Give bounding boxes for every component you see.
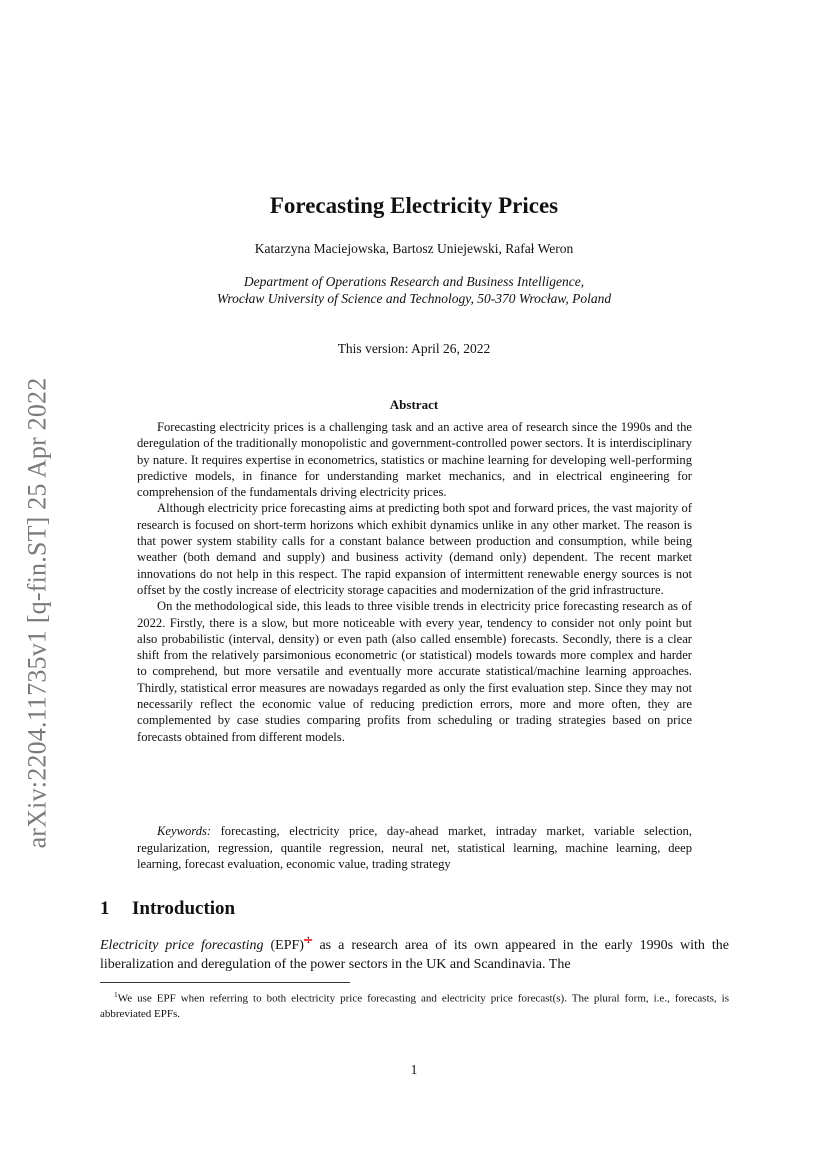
abstract-paragraph-1: Forecasting electricity prices is a challenging task and an active area of research since the 1990s and the deregulation of the traditionally monopolistic and government-controlled power sectors. It is interdisciplinary by nature. It requires expertise in econometrics, statistics or machine learning for developing well-performing predictive models, in finance for understanding market mechanics, and in electrical engineering for comprehension of the fundamentals driving electricity prices. — [137, 420, 692, 500]
arxiv-stamp — [20, 355, 54, 870]
abstract-paragraph-2: Although electricity price forecasting aims at predicting both spot and forward prices, the vast majority of research is focused on short-term horizons which exhibit dynamics unlike in any other market. The reason is that power system stability calls for a constant balance between production and consumption, while being weather (both demand and supply) and business activity (demand only) dependent. The recent market innovations do not help in this respect. The rapid expansion of intermittent renewable energy sources is not offset by the costly increase of electricity storage capacities and modernization of the grid infrastructure. — [137, 501, 692, 597]
abstract-body — [137, 419, 692, 745]
paper-title: Forecasting Electricity Prices — [269, 193, 559, 218]
footnote-divider — [100, 982, 350, 983]
abstract-heading: Abstract — [389, 397, 439, 412]
keywords-label: Keywords: — [157, 824, 212, 838]
author-list: Katarzyna Maciejowska, Bartosz Uniejewski, Rafał Weron — [254, 241, 574, 256]
keywords-text: forecasting, electricity price, day-ahead market, intraday market, variable selection, regularization, regression, quantile regression, neural net, statistical learning, machine learning, deep learning, forecast evaluation, economic value, trading strategy — [137, 824, 692, 871]
arxiv-stamp-text: arXiv:2204.11735v1 [q-fin.ST] 25 Apr 2022 — [22, 377, 52, 848]
abstract-paragraph-3: On the methodological side, this leads to three visible trends in electricity price forecasting research as of 2022. Firstly, there is a slow, but more noticeable with every year, tendency to consider not only point but also probabilistic (interval, density) or even path (also called ensemble) forecasts. Secondly, there is a clear shift from the relatively parsimonious econometric (or statistical) models towards more complex and harder to comprehend, but more versatile and eventually more accurate statistical/machine learning approaches. Thirdly, statistical error measures are nowadays regarded as only the first evaluation step. Since they may not necessarily reflect the economic value of reducing prediction errors, more and more often, they are complemented by case studies comparing profits from scheduling or trading strategies based on price forecasts obtained from different models. — [137, 599, 692, 744]
intro-term: Electricity price forecasting — [100, 938, 264, 953]
version-date: This version: April 26, 2022 — [337, 341, 491, 356]
footnote-text: We use EPF when referring to both electricity price forecasting and electricity price forecast(s). The plural form, i.e., forecasts, is abbreviated EPFs. — [100, 992, 729, 1020]
intro-abbr: (EPF) — [270, 938, 304, 953]
affiliation — [0, 273, 828, 307]
intro-text: as a research area of its own appeared in the early 1990s with the liberalization and deregulation of the power sectors in the UK and Scandinavia. The — [100, 938, 730, 972]
keywords — [137, 823, 692, 873]
section-heading — [100, 898, 235, 920]
intro-paragraph: Electricity price forecasting (EPF) 1 as a research area of its own appeared in the early 1990s with the liberalization and deregulation of the power sectors in the UK and Scandinavia. The — [100, 935, 730, 972]
section-number: 1 — [100, 898, 110, 919]
footnote-mark: 1 — [114, 990, 118, 999]
page-number: 1 — [410, 1062, 418, 1077]
footnote — [100, 987, 729, 1022]
affiliation-line-2: Wrocław University of Science and Technology, 50-370 Wrocław, Poland — [216, 291, 612, 306]
section-title: Introduction — [132, 898, 236, 919]
affiliation-line-1: Department of Operations Research and Business Intelligence, — [243, 274, 585, 289]
